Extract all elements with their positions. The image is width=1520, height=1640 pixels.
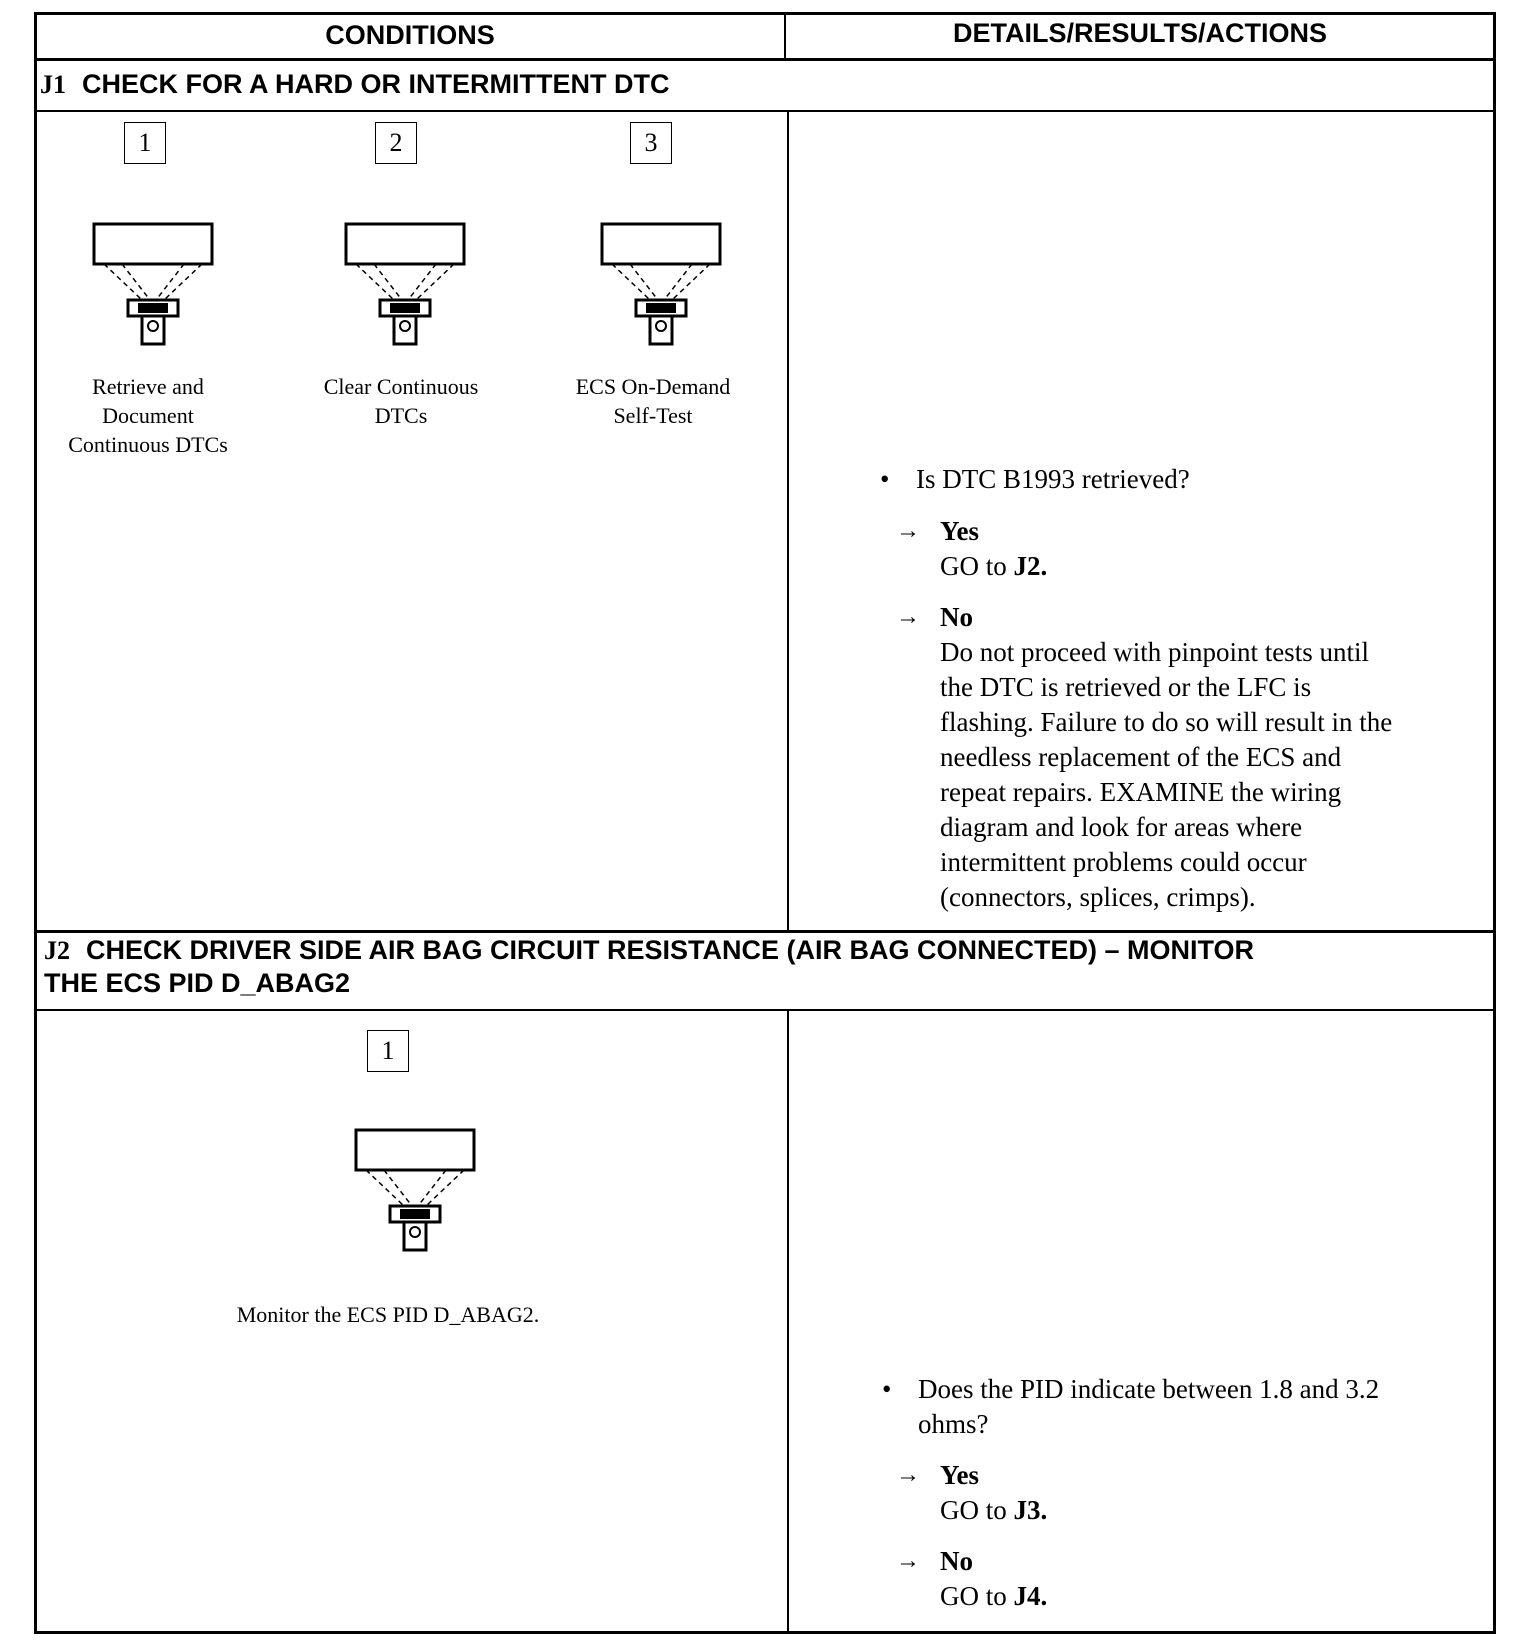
j1-no-line: flashing. Failure to do so will result in the bbox=[940, 707, 1393, 737]
action-prefix: GO to bbox=[940, 1581, 1014, 1611]
j1-step-1-caption bbox=[28, 372, 268, 459]
j2-no-label: No bbox=[940, 1546, 973, 1576]
j1-no-answer bbox=[890, 600, 1470, 915]
caption-line: Self-Test bbox=[613, 403, 693, 428]
j1-bottom-divider bbox=[34, 930, 1496, 933]
j1-no-line: Do not proceed with pinpoint tests until bbox=[940, 637, 1369, 667]
j1-no-line: diagram and look for areas where bbox=[940, 812, 1303, 842]
j2-yes-ref: J3. bbox=[1013, 1495, 1048, 1525]
j2-title-line-1 bbox=[44, 934, 1484, 967]
j1-title-divider bbox=[34, 110, 1496, 112]
j2-question-line: ohms? bbox=[918, 1409, 989, 1439]
j2-column-divider bbox=[787, 1010, 789, 1634]
j1-step-2-number: 2 bbox=[375, 122, 417, 164]
j1-step-1-number: 1 bbox=[124, 122, 166, 164]
j2-title bbox=[44, 934, 1484, 1000]
j2-yes-action bbox=[940, 1493, 1470, 1528]
scan-tool-icon bbox=[600, 222, 724, 346]
arrow-right-icon: → bbox=[896, 518, 920, 544]
j2-no-ref: J4. bbox=[1013, 1581, 1048, 1611]
j1-yes-label: Yes bbox=[940, 516, 979, 546]
j2-no-action bbox=[940, 1579, 1470, 1614]
j1-question-text: Is DTC B1993 retrieved? bbox=[916, 464, 1190, 494]
caption-line: Clear Continuous bbox=[323, 374, 479, 399]
details-header: DETAILS/RESULTS/ACTIONS bbox=[952, 18, 1327, 48]
j2-title-line-2: THE ECS PID D_ABAG2 bbox=[44, 968, 351, 998]
header-divider bbox=[34, 58, 1496, 61]
j1-question bbox=[880, 462, 1460, 497]
j1-no-line: needless replacement of the ECS and bbox=[940, 742, 1342, 772]
j2-no-answer bbox=[890, 1544, 1470, 1614]
j1-title bbox=[40, 68, 669, 101]
j1-step-3-number: 3 bbox=[630, 122, 672, 164]
j1-step-id: J1 bbox=[40, 70, 66, 99]
bullet-icon: • bbox=[882, 1374, 892, 1404]
j1-step-3-caption bbox=[533, 372, 773, 430]
j2-step-1-number: 1 bbox=[367, 1030, 409, 1072]
scan-tool-icon bbox=[92, 222, 216, 346]
j1-no-label: No bbox=[940, 602, 973, 632]
j1-yes-answer bbox=[890, 514, 1470, 584]
j1-yes-ref: J2. bbox=[1013, 551, 1048, 581]
conditions-header: CONDITIONS bbox=[325, 20, 495, 50]
caption-line: Document bbox=[102, 403, 194, 428]
j1-no-line: repeat repairs. EXAMINE the wiring bbox=[940, 777, 1342, 807]
arrow-right-icon: → bbox=[896, 1462, 920, 1488]
scan-tool-icon bbox=[344, 222, 468, 346]
j1-yes-action bbox=[940, 549, 1470, 584]
arrow-right-icon: → bbox=[896, 604, 920, 630]
j2-yes-answer bbox=[890, 1458, 1470, 1528]
j2-step-id: J2 bbox=[44, 936, 70, 965]
action-prefix: GO to bbox=[940, 551, 1014, 581]
caption-line: ECS On-Demand bbox=[575, 374, 731, 399]
j1-no-line: (connectors, splices, crimps). bbox=[940, 882, 1256, 912]
j1-step-title-text: CHECK FOR A HARD OR INTERMITTENT DTC bbox=[82, 69, 670, 99]
caption-line: DTCs bbox=[374, 403, 428, 428]
j1-no-line: intermittent problems could occur bbox=[940, 847, 1307, 877]
j2-question bbox=[882, 1372, 1462, 1442]
scan-tool-icon bbox=[354, 1128, 478, 1252]
arrow-right-icon: → bbox=[896, 1548, 920, 1574]
j1-step-2-caption bbox=[281, 372, 521, 430]
j2-question-line: Does the PID indicate between 1.8 and 3.2 bbox=[918, 1374, 1380, 1404]
action-prefix: GO to bbox=[940, 1495, 1014, 1525]
bullet-icon: • bbox=[880, 464, 890, 494]
j2-title-text: CHECK DRIVER SIDE AIR BAG CIRCUIT RESISTANCE (AIR BAG CONNECTED) – MONITOR bbox=[86, 935, 1255, 965]
caption-line: Continuous DTCs bbox=[68, 432, 228, 457]
j2-step-1-caption: Monitor the ECS PID D_ABAG2. bbox=[236, 1302, 540, 1327]
caption-line: Retrieve and bbox=[92, 374, 204, 399]
j2-title-divider bbox=[34, 1009, 1496, 1011]
j1-column-divider bbox=[787, 111, 789, 931]
j2-yes-label: Yes bbox=[940, 1460, 979, 1490]
j1-no-line: the DTC is retrieved or the LFC is bbox=[940, 672, 1312, 702]
